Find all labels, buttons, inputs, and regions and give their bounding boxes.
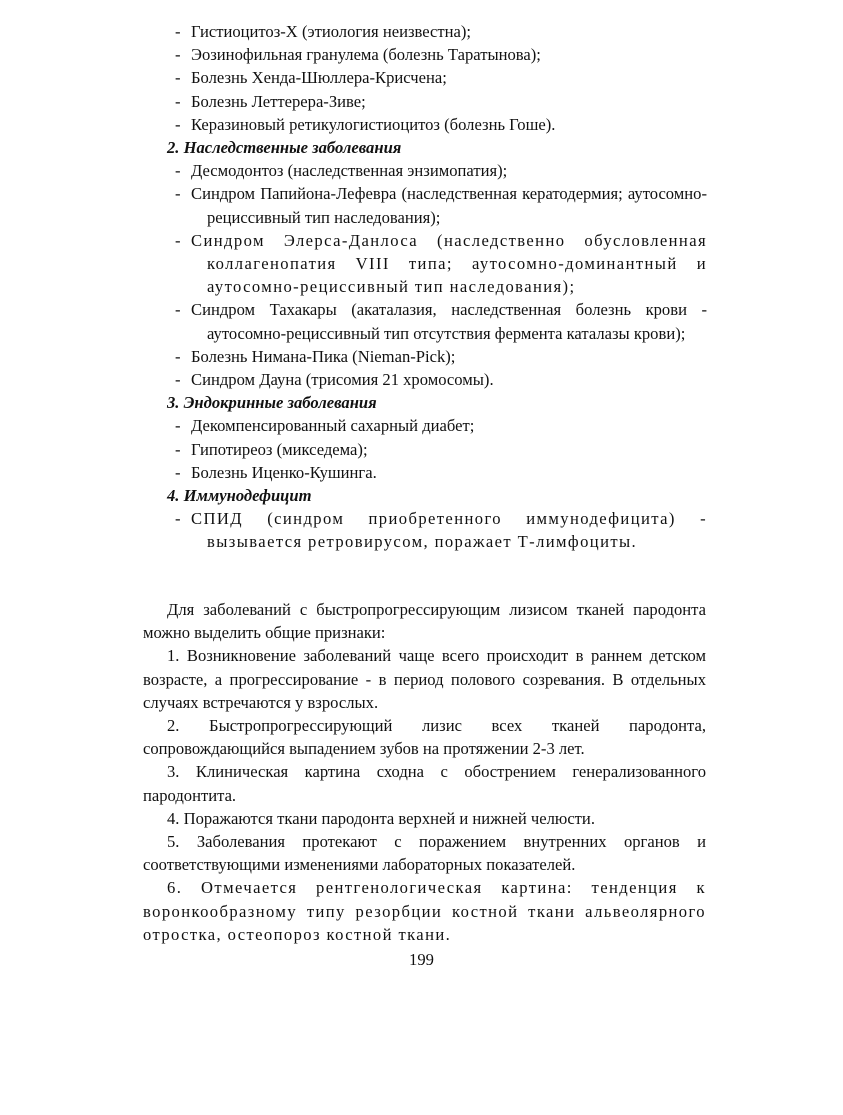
list-item-text: СПИД (синдром приобретенного иммунодефицита) - вызывается ретровирусом, поражает Т-лимфоциты. [191, 509, 707, 552]
section-heading-immunodeficiency: 4. Иммунодефицит [167, 486, 312, 506]
list-dash: - [175, 114, 181, 134]
list-item [167, 507, 707, 553]
list-item-text: Керазиновый ретикулогистиоцитоз (болезнь Гоше). [191, 114, 556, 134]
general-signs-section [143, 598, 706, 946]
list-item-text: Синдром Папийона-Лефевра (наследственная кератодермия; аутосомно-рециссивный тип наследования); [191, 184, 707, 227]
sign-paragraph: 6. Отмечается рентгенологическая картина: тенденция к воронкообразному типу резорбции костной ткани альвеолярного отростка, остеопороз костной ткани. [143, 878, 706, 944]
list-dash: - [175, 439, 181, 459]
list-dash: - [175, 91, 181, 111]
list-item [167, 345, 707, 368]
list-dash: - [175, 68, 181, 88]
list-dash: - [175, 45, 181, 65]
list-item [167, 90, 707, 113]
list-dash: - [175, 370, 181, 390]
list-dash: - [175, 346, 181, 366]
sign-paragraph: 1. Возникновение заболеваний чаще всего происходит в раннем детском возрасте, а прогрессирование - в период полового созревания. В отдельных случаях встречаются у взрослых. [143, 646, 706, 712]
section-heading-endocrine: 3. Эндокринные заболевания [167, 393, 377, 413]
list-item-text: Болезнь Иценко-Кушинга. [191, 462, 377, 482]
list-dash: - [175, 22, 181, 41]
sign-paragraph: 3. Клиническая картина сходна с обострением генерализованного пародонтита. [143, 762, 706, 805]
list-dash: - [175, 300, 181, 320]
list-item [167, 20, 707, 43]
list-item [167, 368, 707, 391]
list-item-text: Десмодонтоз (наследственная энзимопатия); [191, 161, 508, 181]
disease-list [167, 20, 707, 554]
list-item [167, 43, 707, 66]
list-item [167, 414, 707, 437]
page-number: 199 [409, 950, 434, 969]
list-item-text: Синдром Тахакары (акаталазия, наследственная болезнь крови - аутосомно-рециссивный тип отсутствия фермента каталазы крови); [191, 300, 707, 343]
list-item-text: Гистиоцитоз-Х (этиология неизвестна); [191, 22, 472, 41]
list-item-text: Эозинофильная гранулема (болезнь Таратынова); [191, 45, 541, 65]
list-item-text: Болезнь Нимана-Пика (Nieman-Pick); [191, 346, 456, 366]
list-item [167, 113, 707, 136]
sign-paragraph: 2. Быстропрогрессирующий лизис всех тканей пародонта, сопровождающийся выпадением зубов на протяжении 2-3 лет. [143, 716, 706, 759]
section-heading-hereditary: 2. Наследственные заболевания [167, 138, 402, 158]
list-dash: - [175, 416, 181, 436]
list-item-text: Декомпенсированный сахарный диабет; [191, 416, 475, 436]
list-item [167, 461, 707, 484]
list-dash: - [175, 161, 181, 181]
list-item [167, 298, 707, 344]
list-dash: - [175, 509, 182, 529]
list-item-text: Синдром Элерса-Данлоса (наследственно обусловленная коллагенопатия VIII типа; аутосомно-доминантный и аутосомно-рециссивный тип наследования); [191, 230, 707, 297]
list-item [167, 229, 707, 299]
list-dash: - [175, 184, 181, 204]
list-item [167, 182, 707, 228]
list-item-text: Гипотиреоз (микседема); [191, 439, 368, 459]
list-item [167, 66, 707, 89]
intro-paragraph: Для заболеваний с быстропрогрессирующим лизисом тканей пародонта можно выделить общие признаки: [143, 600, 706, 643]
list-item-text: Синдром Дауна (трисомия 21 хромосомы). [191, 370, 494, 390]
list-dash: - [175, 230, 182, 250]
list-item-text: Болезнь Хенда-Шюллера-Крисчена; [191, 68, 447, 88]
list-item-text: Болезнь Леттерера-Зиве; [191, 91, 366, 111]
list-dash: - [175, 462, 181, 482]
list-item [167, 438, 707, 461]
list-item [167, 159, 707, 182]
sign-paragraph: 5. Заболевания протекают с поражением внутренних органов и соответствующими изменениями лабораторных показателей. [143, 832, 706, 875]
sign-paragraph: 4. Поражаются ткани пародонта верхней и нижней челюсти. [167, 808, 595, 828]
